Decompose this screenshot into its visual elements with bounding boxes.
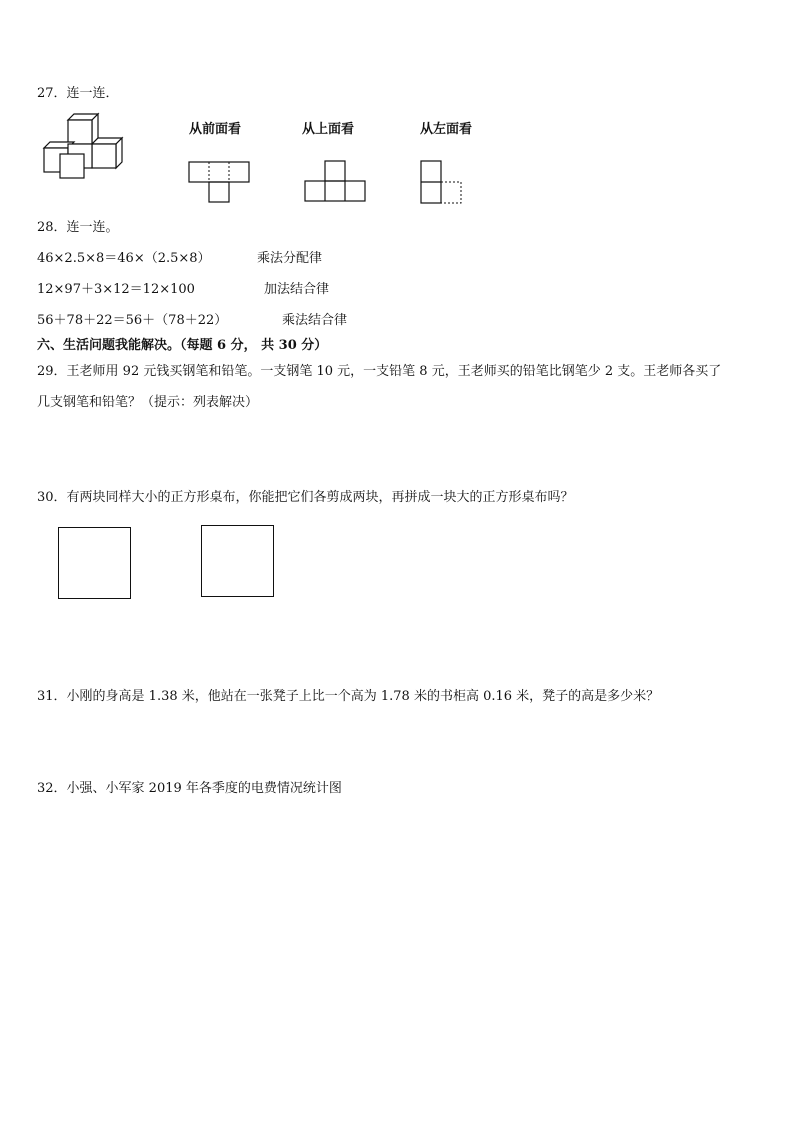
q28-expression-2: 12×97＋3×12＝12×100 bbox=[37, 282, 195, 297]
view-label-front: 从前面看 bbox=[189, 122, 242, 137]
q30-question: 30．有两块同样大小的正方形桌布，你能把它们各剪成两块，再拼成一块大的正方形桌布吗？ bbox=[37, 490, 574, 505]
q31-question: 31．小刚的身高是 1.38 米，他站在一张凳子上比一个高为 1.78 米的书柜高 0.16 米，凳子的高是多少米？ bbox=[37, 689, 660, 704]
square-tablecloth-1 bbox=[58, 527, 131, 599]
q29-line-1: 29．王老师用 92 元钱买钢笔和铅笔。一支钢笔 10 元，一支铅笔 8 元，王老师买的铅笔比钢笔少 2 支。王老师各买了 bbox=[37, 364, 722, 379]
top-view-shape bbox=[304, 160, 368, 206]
q29-line-2: 几支钢笔和铅笔？（提示：列表解决） bbox=[37, 395, 259, 410]
q28-law-2: 加法结合律 bbox=[264, 282, 330, 297]
section-6-heading: 六、生活问题我能解决。（每题 6 分， 共 30 分） bbox=[37, 338, 328, 353]
q28-law-1: 乘法分配律 bbox=[257, 251, 323, 266]
front-view-shape bbox=[188, 161, 252, 205]
view-label-top: 从上面看 bbox=[302, 122, 355, 137]
q27-title: 27．连一连． bbox=[37, 86, 119, 101]
q28-title: 28．连一连。 bbox=[37, 220, 119, 235]
view-label-left: 从左面看 bbox=[420, 122, 473, 137]
cube-stack-figure bbox=[40, 112, 130, 182]
q28-law-3: 乘法结合律 bbox=[282, 313, 348, 328]
q28-expression-3: 56＋78＋22＝56＋（78＋22） bbox=[37, 313, 228, 328]
square-tablecloth-2 bbox=[201, 525, 274, 597]
left-view-shape bbox=[420, 160, 466, 206]
q32-question: 32．小强、小军家 2019 年各季度的电费情况统计图 bbox=[37, 781, 342, 796]
q28-expression-1: 46×2.5×8＝46×（2.5×8） bbox=[37, 251, 211, 266]
